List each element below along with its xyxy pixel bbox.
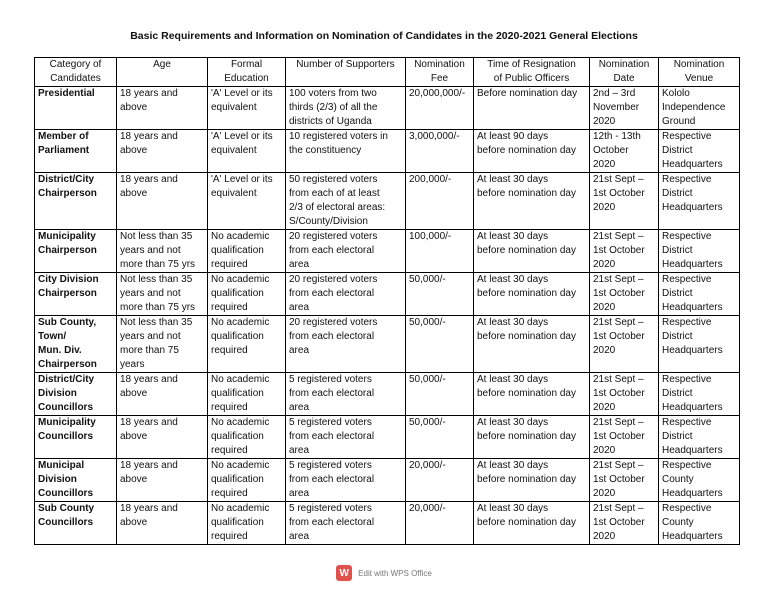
table-cell: 21st Sept – 1st October 2020 bbox=[590, 230, 659, 273]
table-row bbox=[35, 273, 740, 316]
table-cell: 50,000/- bbox=[406, 373, 474, 416]
column-header: Nomination Fee bbox=[406, 58, 474, 87]
table-cell: Respective County Headquarters bbox=[659, 502, 740, 545]
table-cell: Respective District Headquarters bbox=[659, 316, 740, 373]
table-cell: Respective District Headquarters bbox=[659, 173, 740, 230]
table-cell: At least 30 days before nomination day bbox=[474, 316, 590, 373]
table-cell: Respective District Headquarters bbox=[659, 416, 740, 459]
footer-text: Edit with WPS Office bbox=[358, 568, 432, 578]
table-cell: No academic qualification required bbox=[208, 230, 286, 273]
table-cell: 20,000,000/- bbox=[406, 87, 474, 130]
table-cell: 18 years and above bbox=[117, 416, 208, 459]
column-header: Time of Resignation of Public Officers bbox=[474, 58, 590, 87]
table-cell: 'A' Level or its equivalent bbox=[208, 173, 286, 230]
nomination-requirements-table bbox=[34, 57, 740, 545]
table-cell: 20,000/- bbox=[406, 459, 474, 502]
category-cell: Sub County Councillors bbox=[35, 502, 117, 545]
category-cell: District/City Division Councillors bbox=[35, 373, 117, 416]
table-cell: 100,000/- bbox=[406, 230, 474, 273]
table-row bbox=[35, 373, 740, 416]
table-row bbox=[35, 230, 740, 273]
column-header: Formal Education bbox=[208, 58, 286, 87]
table-cell: 5 registered voters from each electoral area bbox=[286, 373, 406, 416]
table-row bbox=[35, 416, 740, 459]
table-cell: 100 voters from two thirds (2/3) of all the districts of Uganda bbox=[286, 87, 406, 130]
table-cell: At least 30 days before nomination day bbox=[474, 416, 590, 459]
table-cell: 18 years and above bbox=[117, 502, 208, 545]
category-cell: District/City Chairperson bbox=[35, 173, 117, 230]
table-cell: 18 years and above bbox=[117, 459, 208, 502]
table-cell: At least 30 days before nomination day bbox=[474, 373, 590, 416]
category-cell: Sub County, Town/ Mun. Div. Chairperson bbox=[35, 316, 117, 373]
table-row bbox=[35, 459, 740, 502]
table-cell: Respective District Headquarters bbox=[659, 273, 740, 316]
table-cell: Not less than 35 years and not more than 75 yrs bbox=[117, 273, 208, 316]
table-row bbox=[35, 316, 740, 373]
table-cell: 'A' Level or its equivalent bbox=[208, 87, 286, 130]
column-header: Category of Candidates bbox=[35, 58, 117, 87]
table-cell: At least 30 days before nomination day bbox=[474, 230, 590, 273]
table-cell: 18 years and above bbox=[117, 87, 208, 130]
table-cell: 21st Sept – 1st October 2020 bbox=[590, 416, 659, 459]
table-cell: No academic qualification required bbox=[208, 316, 286, 373]
category-cell: Municipality Councillors bbox=[35, 416, 117, 459]
table-cell: 21st Sept – 1st October 2020 bbox=[590, 316, 659, 373]
table-cell: 5 registered voters from each electoral area bbox=[286, 416, 406, 459]
table-cell: 5 registered voters from each electoral area bbox=[286, 502, 406, 545]
wps-logo-icon: W bbox=[336, 565, 352, 581]
table-row bbox=[35, 87, 740, 130]
table-cell: 5 registered voters from each electoral area bbox=[286, 459, 406, 502]
table-cell: 21st Sept – 1st October 2020 bbox=[590, 459, 659, 502]
table-cell: No academic qualification required bbox=[208, 416, 286, 459]
table-cell: Respective District Headquarters bbox=[659, 373, 740, 416]
table-cell: Respective County Headquarters bbox=[659, 459, 740, 502]
category-cell: Municipality Chairperson bbox=[35, 230, 117, 273]
table-cell: Not less than 35 years and not more than 75 yrs bbox=[117, 230, 208, 273]
table-cell: No academic qualification required bbox=[208, 502, 286, 545]
table-row bbox=[35, 173, 740, 230]
table-cell: 20 registered voters from each electoral area bbox=[286, 230, 406, 273]
column-header: Age bbox=[117, 58, 208, 87]
table-cell: 20 registered voters from each electoral area bbox=[286, 316, 406, 373]
column-header: Nomination Venue bbox=[659, 58, 740, 87]
table-cell: 'A' Level or its equivalent bbox=[208, 130, 286, 173]
category-cell: Member of Parliament bbox=[35, 130, 117, 173]
table-cell: No academic qualification required bbox=[208, 373, 286, 416]
column-header: Nomination Date bbox=[590, 58, 659, 87]
category-cell: Presidential bbox=[35, 87, 117, 130]
column-header: Number of Supporters bbox=[286, 58, 406, 87]
table-cell: Before nomination day bbox=[474, 87, 590, 130]
table-row bbox=[35, 130, 740, 173]
table-cell: No academic qualification required bbox=[208, 459, 286, 502]
table-cell: At least 30 days before nomination day bbox=[474, 273, 590, 316]
category-cell: City Division Chairperson bbox=[35, 273, 117, 316]
table-cell: 12th - 13th October 2020 bbox=[590, 130, 659, 173]
table-cell: 200,000/- bbox=[406, 173, 474, 230]
table-cell: 3,000,000/- bbox=[406, 130, 474, 173]
wps-footer[interactable] bbox=[0, 565, 768, 581]
table-cell: 10 registered voters in the constituency bbox=[286, 130, 406, 173]
category-cell: Municipal Division Councillors bbox=[35, 459, 117, 502]
page-title: Basic Requirements and Information on Nomination of Candidates in the 2020-2021 General Elections bbox=[130, 30, 638, 42]
table-cell: 50 registered voters from each of at least 2/3 of electoral areas: S/County/Division bbox=[286, 173, 406, 230]
table-cell: At least 30 days before nomination day bbox=[474, 459, 590, 502]
table-cell: At least 30 days before nomination day bbox=[474, 173, 590, 230]
table-cell: Not less than 35 years and not more than 75 years bbox=[117, 316, 208, 373]
table-cell: Respective District Headquarters bbox=[659, 130, 740, 173]
table-cell: 18 years and above bbox=[117, 373, 208, 416]
table-cell: 21st Sept – 1st October 2020 bbox=[590, 173, 659, 230]
table-cell: 18 years and above bbox=[117, 130, 208, 173]
table-cell: 21st Sept – 1st October 2020 bbox=[590, 373, 659, 416]
table-cell: 20 registered voters from each electoral area bbox=[286, 273, 406, 316]
table-cell: 50,000/- bbox=[406, 316, 474, 373]
table-row bbox=[35, 502, 740, 545]
table-cell: Respective District Headquarters bbox=[659, 230, 740, 273]
table-cell: 18 years and above bbox=[117, 173, 208, 230]
table-cell: 21st Sept – 1st October 2020 bbox=[590, 502, 659, 545]
table-cell: 21st Sept – 1st October 2020 bbox=[590, 273, 659, 316]
table-header-row bbox=[35, 58, 740, 87]
table-cell: 50,000/- bbox=[406, 273, 474, 316]
table-cell: At least 30 days before nomination day bbox=[474, 502, 590, 545]
table-cell: No academic qualification required bbox=[208, 273, 286, 316]
table-cell: 50,000/- bbox=[406, 416, 474, 459]
table-cell: Kololo Independence Ground bbox=[659, 87, 740, 130]
table-cell: 20,000/- bbox=[406, 502, 474, 545]
table-cell: 2nd – 3rd November 2020 bbox=[590, 87, 659, 130]
table-cell: At least 90 days before nomination day bbox=[474, 130, 590, 173]
